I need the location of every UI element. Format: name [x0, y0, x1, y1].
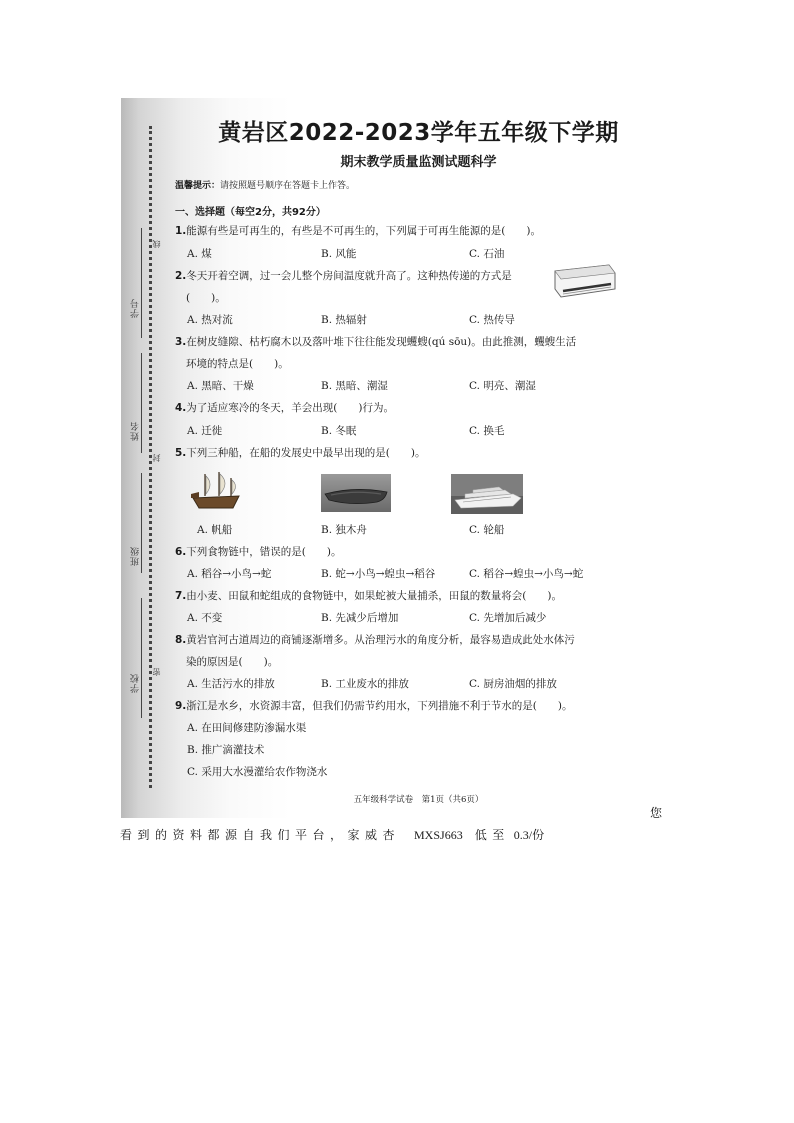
margin-label-xingming: 姓名 — [131, 421, 141, 441]
sailing-ship-icon — [187, 470, 245, 512]
seal-mi: 密 — [152, 668, 161, 676]
promo-you: 您 — [650, 806, 663, 820]
margin-label-xuexiao: 学校 — [131, 673, 141, 693]
q7-option-b: B. 先减少后增加 — [321, 612, 399, 624]
question-3: 3.在树皮缝隙、枯朽腐木以及落叶堆下往往能发现蠼螋(qú sōu)。由此推测，蠼螋生活 — [175, 336, 577, 348]
page-footer: 五年级科学试卷 第1页（共6页） — [353, 795, 484, 805]
underline-xuehao — [141, 228, 142, 338]
promo-unit: 份 — [532, 828, 550, 842]
exam-title: 黄岩区2022-2023学年五年级下学期 — [218, 120, 619, 146]
exam-subtitle: 期末教学质量监测试题科学 — [340, 155, 497, 170]
q9-option-b: B. 推广滴灌技术 — [187, 744, 265, 756]
question-7: 7.由小麦、田鼠和蛇组成的食物链中，如果蛇被大量捕杀，田鼠的数量将会( )。 — [175, 590, 562, 602]
q6-option-a: A. 稻谷→小鸟→蛇 — [187, 568, 272, 580]
question-6: 6.下列食物链中，错误的是( )。 — [175, 546, 342, 558]
question-5: 5.下列三种船，在船的发展史中最早出现的是( )。 — [175, 447, 426, 459]
promo-line — [120, 826, 680, 843]
q5-option-a: A. 帆船 — [197, 524, 233, 536]
underline-xuexiao — [141, 598, 142, 718]
q3-option-a: A. 黑暗、干燥 — [187, 380, 254, 392]
question-9: 9.浙江是水乡，水资源丰富，但我们仍需节约用水，下列措施不利于节水的是( )。 — [175, 700, 573, 712]
promo-code: MXSJ663 — [414, 828, 463, 842]
section-heading: 一、选择题（每空2分，共92分） — [175, 207, 326, 218]
tip-text: 请按照题号顺序在答题卡上作答。 — [220, 181, 356, 191]
seal-xian: 线 — [152, 240, 161, 248]
exam-page-scan — [121, 98, 652, 818]
q4-option-c: C. 换毛 — [469, 425, 505, 437]
q5-option-c: C. 轮船 — [469, 524, 505, 536]
q1-option-c: C. 石油 — [469, 248, 505, 260]
q8-option-a: A. 生活污水的排放 — [187, 678, 275, 690]
cruise-ship-icon — [451, 474, 523, 514]
dugout-canoe-icon — [321, 474, 391, 512]
question-8-cont: 染的原因是( )。 — [186, 656, 279, 668]
q7-option-a: A. 不变 — [187, 612, 223, 624]
air-conditioner-icon — [551, 263, 617, 299]
question-4: 4.为了适应寒冷的冬天，羊会出现( )行为。 — [175, 402, 394, 414]
q9-option-c: C. 采用大水漫灌给农作物浇水 — [187, 766, 328, 778]
q4-option-b: B. 冬眠 — [321, 425, 357, 437]
question-2: 2.冬天开着空调，过一会儿整个房间温度就升高了。这种热传递的方式是 — [175, 270, 512, 282]
q8-option-c: C. 厨房油烟的排放 — [469, 678, 557, 690]
tip-label: 温馨提示： — [175, 181, 221, 191]
seal-feng: 封 — [152, 454, 161, 462]
margin-label-xuehao: 学号 — [131, 298, 141, 318]
q2-option-a: A. 热对流 — [187, 314, 233, 326]
q6-option-c: C. 稻谷→蝗虫→小鸟→蛇 — [469, 568, 584, 580]
question-2-cont: ( )。 — [186, 292, 226, 304]
q2-option-b: B. 热辐射 — [321, 314, 367, 326]
tip — [175, 178, 355, 191]
question-1: 1.能源有些是可再生的，有些是不可再生的，下列属于可再生能源的是( )。 — [175, 225, 541, 237]
promo-price: 0.3/ — [513, 828, 533, 842]
q8-option-b: B. 工业废水的排放 — [321, 678, 409, 690]
q4-option-a: A. 迁徙 — [187, 425, 223, 437]
q5-option-b: B. 独木舟 — [321, 524, 367, 536]
q7-option-c: C. 先增加后减少 — [469, 612, 547, 624]
promo-text-a: 看到的资料都源自我们平台，家威杏 — [120, 828, 401, 842]
margin-label-banji: 班级 — [131, 546, 141, 566]
q3-option-b: B. 黑暗、潮湿 — [321, 380, 388, 392]
q1-option-b: B. 风能 — [321, 248, 357, 260]
promo-text-b: 低至 — [474, 828, 510, 842]
q6-option-b: B. 蛇→小鸟→蝗虫→稻谷 — [321, 568, 436, 580]
question-3-cont: 环境的特点是( )。 — [186, 358, 289, 370]
q9-option-a: A. 在田间修建防渗漏水渠 — [187, 722, 307, 734]
q2-option-c: C. 热传导 — [469, 314, 515, 326]
q1-option-a: A. 煤 — [187, 248, 212, 260]
q3-option-c: C. 明亮、潮湿 — [469, 380, 536, 392]
question-8: 8.黄岩官河古道周边的商铺逐渐增多。从治理污水的角度分析，最容易造成此处水体污 — [175, 634, 575, 646]
